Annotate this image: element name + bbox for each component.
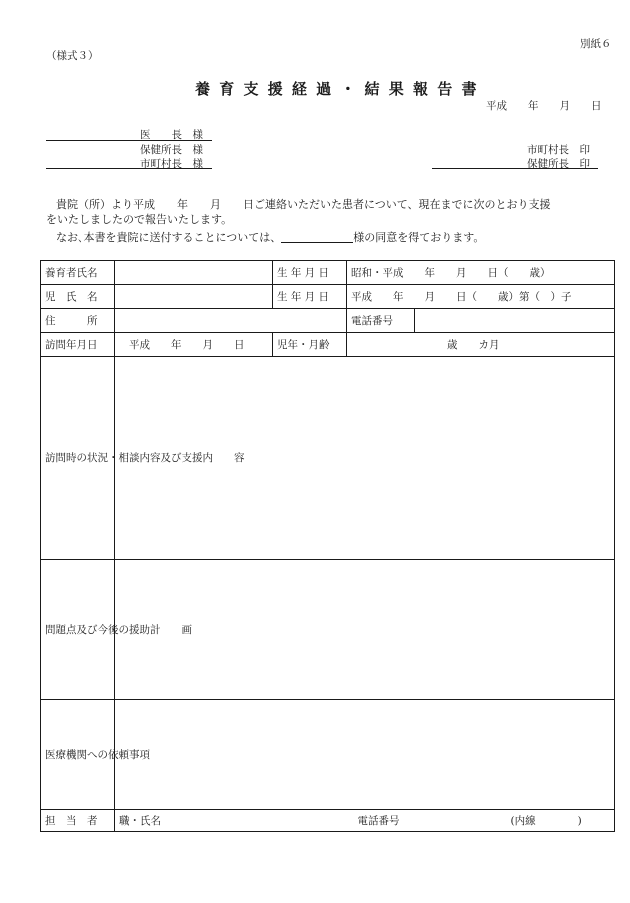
sender-municipality: 市町村長 印 xyxy=(527,144,590,156)
guardian-birth-label: 生 年 月 日 xyxy=(273,261,347,285)
body-line-3-before: なお､本書を貴院に送付することについては、 xyxy=(56,231,282,244)
sender-health-center: 保健所長 印 xyxy=(527,158,590,170)
phone-label: 電話番号 xyxy=(347,309,415,333)
report-date: 平成 年 月 日 xyxy=(486,100,602,112)
staff-phone-label: 電話番号 xyxy=(357,815,400,827)
requests-row xyxy=(41,700,615,810)
address-row xyxy=(41,309,615,333)
staff-field[interactable] xyxy=(115,810,615,832)
staff-label: 担 当 者 xyxy=(41,810,115,832)
page-title: 養 育 支 援 経 過 ・ 結 果 報 告 書 xyxy=(195,80,479,98)
visit-status-row xyxy=(41,357,615,560)
attachment-label: 別紙６ xyxy=(580,38,612,50)
child-name-field[interactable] xyxy=(115,285,273,309)
problems-row xyxy=(41,560,615,700)
form-number: （様式３） xyxy=(46,50,99,62)
guardian-name-label: 養育者氏名 xyxy=(41,261,115,285)
visit-date-row xyxy=(41,333,615,357)
child-age-field[interactable]: 歳 カ月 xyxy=(347,333,615,357)
phone-field[interactable] xyxy=(415,309,615,333)
addressee-health-center: 保健所長 様 xyxy=(140,144,203,156)
visit-date-label: 訪問年月日 xyxy=(41,333,115,357)
requests-field[interactable] xyxy=(115,700,615,810)
child-birth-field[interactable]: 平成 年 月 日（ 歳）第（ ）子 xyxy=(347,285,615,309)
visit-status-label: 訪問時の状況・相談内容及び支援内 容 xyxy=(41,357,115,560)
report-form-table xyxy=(40,260,615,832)
addressee-municipality: 市町村長 様 xyxy=(140,158,203,170)
body-line-2: をいたしましたので報告いたします。 xyxy=(46,213,233,226)
body-line-1: 貴院（所）より平成 年 月 日ご連絡いただいた患者について、現在までに次のとおり支援 xyxy=(56,198,551,211)
problems-label: 問題点及び今後の援助計 画 xyxy=(41,560,115,700)
addressee-hospital: 医 長 様 xyxy=(140,129,203,141)
body-line-3-after: 様の同意を得ております。 xyxy=(353,231,485,244)
requests-label: 医療機関への依頼事項 xyxy=(41,700,115,810)
body-line-3 xyxy=(56,230,484,245)
child-birth-label: 生 年 月 日 xyxy=(273,285,347,309)
consent-name-blank[interactable] xyxy=(281,230,353,243)
address-label: 住 所 xyxy=(41,309,115,333)
visit-date-field[interactable]: 平成 年 月 日 xyxy=(115,333,273,357)
staff-extension-label: (内線 ) xyxy=(510,815,582,827)
child-name-label: 児 氏 名 xyxy=(41,285,115,309)
staff-name-label: 職・氏名 xyxy=(119,815,161,827)
guardian-name-field[interactable] xyxy=(115,261,273,285)
address-field[interactable] xyxy=(115,309,347,333)
guardian-row xyxy=(41,261,615,285)
child-row xyxy=(41,285,615,309)
guardian-birth-field[interactable]: 昭和・平成 年 月 日（ 歳） xyxy=(347,261,615,285)
staff-row xyxy=(41,810,615,832)
child-age-label: 児年・月齢 xyxy=(273,333,347,357)
